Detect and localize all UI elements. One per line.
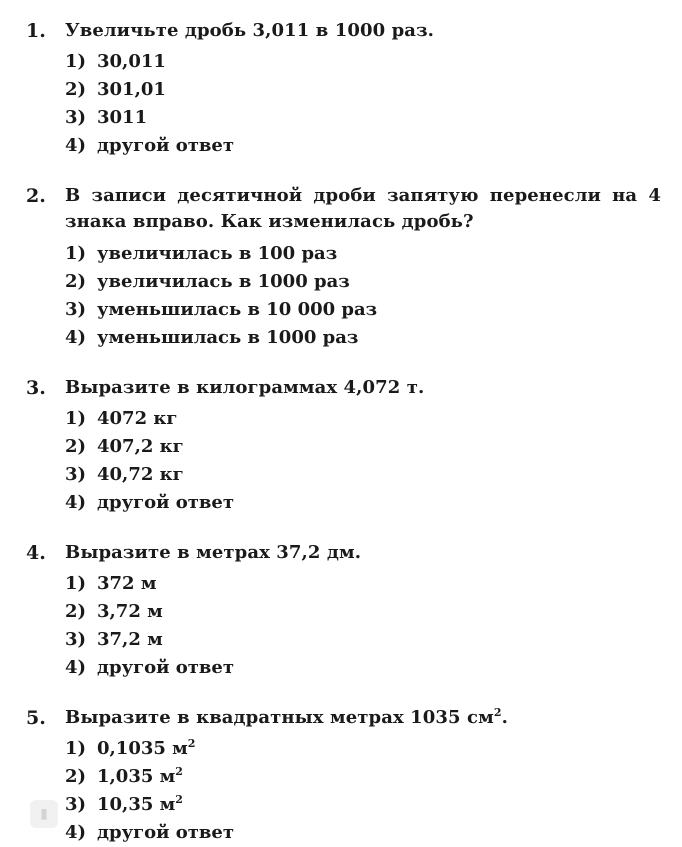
question-text: В записи десятичной дроби запятую перенесли на 4 знака вправо. Как изменилась дробь?: [65, 185, 661, 232]
question-number: 2.: [26, 185, 46, 207]
answer-option-4: 4) другой ответ: [65, 657, 235, 678]
question-text: Увеличьте дробь 3,011 в 1000 раз.: [65, 20, 435, 41]
answer-option-1: 1) увеличилась в 100 раз: [65, 243, 338, 264]
answer-option-2: 2) 407,2 кг: [65, 436, 184, 457]
answer-option-3: 3) 37,2 м: [65, 629, 163, 650]
answer-option-4: 4) другой ответ: [65, 822, 235, 843]
answer-options: [65, 570, 234, 682]
question-number: 4.: [26, 542, 46, 564]
answer-option-1: 1) 0,1035 $м^2$: [65, 737, 196, 759]
question-number: 1.: [26, 20, 46, 42]
answer-option-2: 2) 1,035 $м^2$: [65, 765, 183, 787]
answer-option-2: 2) 301,01: [65, 79, 166, 100]
question-number: 5.: [26, 707, 46, 729]
answer-option-3: 3) 10,35 $м^2$: [65, 793, 183, 815]
question-number: 3.: [26, 377, 46, 399]
answer-options: [65, 240, 377, 352]
answer-option-4: 4) уменьшилась в 1000 раз: [65, 327, 359, 348]
answer-option-1: 1) 372 м: [65, 573, 157, 594]
answer-option-3: 3) 40,72 кг: [65, 464, 184, 485]
question-text: Выразите в квадратных метрах 1035 $см^2$.: [65, 706, 508, 728]
answer-option-2: 2) увеличилась в 1000 раз: [65, 271, 350, 292]
bookmark-icon[interactable]: ▮: [30, 800, 58, 828]
answer-option-4: 4) другой ответ: [65, 135, 235, 156]
answer-option-1: 1) 4072 кг: [65, 408, 178, 429]
answer-options: [65, 735, 234, 847]
question-text: Выразите в килограммах 4,072 т.: [65, 377, 425, 398]
answer-options: [65, 405, 234, 517]
answer-option-3: 3) 3011: [65, 107, 148, 128]
answer-options: [65, 48, 234, 160]
answer-option-3: 3) уменьшилась в 10 000 раз: [65, 299, 378, 320]
answer-option-2: 2) 3,72 м: [65, 601, 163, 622]
question-text: Выразите в метрах 37,2 дм.: [65, 542, 362, 563]
answer-option-4: 4) другой ответ: [65, 492, 235, 513]
answer-option-1: 1) 30,011: [65, 51, 166, 72]
